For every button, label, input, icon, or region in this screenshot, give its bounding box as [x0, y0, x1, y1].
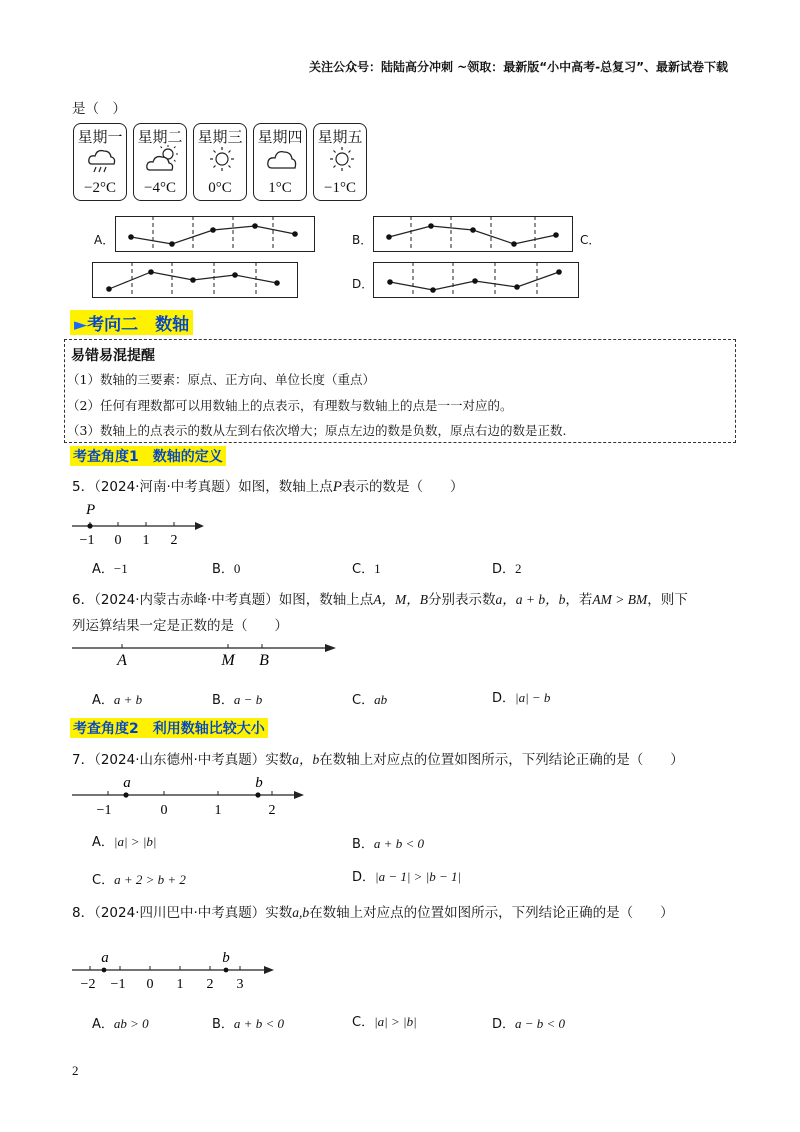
option-value: ab: [374, 692, 388, 707]
question-text-4: ，则下: [647, 592, 688, 608]
point-label-m: M: [221, 652, 235, 669]
tick-label: 1: [176, 977, 184, 992]
option-value: 0: [233, 561, 241, 576]
option-value: −1: [113, 561, 128, 576]
day-label: 星期五: [317, 128, 363, 146]
point-label-a: a: [123, 775, 131, 791]
number-line-q8: [70, 950, 280, 994]
subsection-title-1: 考查角度1 数轴的定义: [70, 446, 226, 466]
question-text-2: 表示的数是（ ）: [341, 479, 464, 495]
q6-option-c: [352, 689, 387, 708]
q8-option-a: [92, 1013, 149, 1032]
question-text: （2024·山东德州·中考真题）实数: [94, 752, 293, 768]
subsection-title-2: 考查角度2 利用数轴比较大小: [70, 718, 268, 738]
point-vars: A，M，B: [373, 592, 429, 607]
option-value: 2: [515, 561, 522, 576]
option-d-label: D．: [352, 277, 374, 291]
option-d-chart: [373, 262, 579, 298]
q5-option-a: [92, 558, 128, 577]
option-b-chart: [373, 216, 573, 252]
option-letter: A．: [92, 562, 114, 577]
sun-icon: [206, 144, 238, 176]
point-var: P: [332, 479, 342, 495]
question-number: 7．: [72, 752, 95, 768]
tick-label: 0: [114, 533, 122, 548]
option-a-chart: [115, 216, 315, 252]
question-5: [72, 475, 463, 496]
number-line-q6: [70, 640, 340, 670]
number-line-q5: [70, 500, 210, 548]
day-label: 星期一: [77, 128, 123, 146]
partly-sunny-icon: [146, 144, 180, 176]
option-letter: A．: [92, 1017, 114, 1032]
question-text-3: ，若: [565, 592, 593, 608]
option-value: ab > 0: [113, 1016, 149, 1031]
option-a-label: A．: [94, 233, 115, 247]
vars: a,b: [292, 905, 310, 920]
tick-label: −1: [79, 533, 95, 548]
point-a: [102, 968, 107, 973]
q8-option-d: [492, 1013, 565, 1032]
option-letter: A．: [92, 835, 114, 850]
temp-label: 0°C: [208, 180, 232, 196]
q5-option-c: [352, 558, 381, 577]
point-label-b: b: [222, 950, 230, 966]
option-value: a + b < 0: [373, 836, 424, 851]
q6-option-d: [492, 687, 550, 706]
note-box: [64, 339, 736, 443]
point-label-b: b: [255, 775, 263, 791]
q6-option-a: [92, 689, 142, 708]
q7-option-c: [92, 869, 186, 888]
question-text: （2024·内蒙古赤峰·中考真题）如图，数轴上点: [94, 592, 374, 608]
question-text: （2024·四川巴中·中考真题）实数: [94, 905, 293, 921]
section-title: [70, 310, 193, 335]
q6-option-b: [212, 689, 262, 708]
question-number: 5．: [72, 479, 95, 495]
question-text: （2024·河南·中考真题）如图，数轴上点: [94, 479, 333, 495]
tick-label: 1: [214, 803, 222, 818]
option-value: |a| > |b|: [113, 834, 157, 849]
point-label-b: B: [259, 652, 269, 669]
option-c-chart: [92, 262, 298, 298]
cloud-icon: [266, 144, 298, 176]
arrow-icon: ►: [74, 315, 88, 335]
temp-label: −2°C: [84, 180, 116, 196]
tick-label: −2: [80, 977, 96, 992]
q7-option-d: [352, 866, 461, 885]
note-line-1: （1）数轴的三要素：原点、正方向、单位长度（重点）: [67, 372, 375, 387]
q5-option-d: [492, 558, 522, 577]
point-a: [123, 792, 128, 797]
condition: AM > BM: [592, 592, 648, 607]
question-text-2: 在数轴上对应点的位置如图所示，下列结论正确的是（ ）: [319, 752, 684, 768]
option-value: |a| > |b|: [374, 1014, 417, 1029]
question-number: 6．: [72, 592, 95, 608]
option-letter: C．: [352, 1015, 375, 1030]
temp-label: 1°C: [268, 180, 292, 196]
option-value: a − b: [233, 692, 263, 707]
option-value: 1: [374, 561, 381, 576]
option-value: a + 2 > b + 2: [114, 872, 186, 887]
option-letter: D．: [352, 870, 376, 885]
vars: a，b: [292, 752, 320, 767]
option-b-label: B．: [352, 233, 373, 247]
temp-label: −1°C: [324, 180, 356, 196]
page-header: 关注公众号：陆陆高分冲刺 ~领取：最新版“小中高考-总复习”、最新试卷下载: [309, 60, 728, 74]
question-text-2: 在数轴上对应点的位置如图所示，下列结论正确的是（ ）: [309, 905, 674, 921]
tick-label: 0: [160, 803, 168, 818]
sun-icon: [326, 144, 358, 176]
option-letter: C．: [352, 693, 375, 708]
day-label: 星期三: [197, 128, 243, 146]
section-title-text: 考向二 数轴: [87, 315, 190, 335]
point-label-a: a: [101, 950, 109, 966]
question-number: 8．: [72, 905, 95, 921]
question-8: [72, 901, 674, 921]
option-letter: C．: [92, 873, 115, 888]
option-value: a + b < 0: [233, 1016, 284, 1031]
point-label-p: P: [86, 502, 96, 518]
q7-option-a: [92, 831, 156, 850]
point-b: [224, 968, 229, 973]
option-letter: B．: [212, 693, 234, 708]
weather-card-wed: [193, 123, 247, 201]
tick-label: 3: [236, 977, 244, 992]
question-text-2: 分别表示数: [428, 592, 496, 608]
option-letter: D．: [492, 562, 516, 577]
tick-label: 0: [146, 977, 154, 992]
option-value: |a| − b: [515, 690, 551, 705]
point-p: [87, 523, 92, 528]
note-line-3: （3）数轴上的点表示的数从左到右依次增大；原点左边的数是负数，原点右边的数是正数.: [67, 423, 567, 438]
option-letter: B．: [212, 562, 234, 577]
tick-label: 2: [170, 533, 178, 548]
weather-card-thu: [253, 123, 307, 201]
option-letter: B．: [352, 837, 374, 852]
weather-card-fri: [313, 123, 367, 201]
option-c-label: C．: [580, 233, 601, 247]
q8-option-c: [352, 1011, 417, 1030]
rain-cloud-icon: [86, 144, 118, 176]
option-value: |a − 1| > |b − 1|: [375, 869, 462, 884]
option-letter: C．: [352, 562, 375, 577]
option-letter: B．: [212, 1017, 234, 1032]
q8-option-b: [212, 1013, 284, 1032]
tick-label: −1: [110, 977, 126, 992]
question-7: [72, 748, 684, 768]
point-label-a: A: [117, 652, 127, 669]
day-label: 星期二: [137, 128, 183, 146]
weather-card-mon: [73, 123, 127, 201]
question-tail: 是（ ）: [72, 101, 126, 117]
question-6-line-2: 列运算结果一定是正数的是（ ）: [72, 618, 288, 634]
tick-label: −1: [96, 803, 112, 818]
values: a，a + b，b: [495, 592, 566, 607]
q7-option-b: [352, 833, 424, 852]
tick-label: 2: [206, 977, 214, 992]
option-letter: D．: [492, 1017, 516, 1032]
day-label: 星期四: [257, 128, 303, 146]
page-number: 2: [72, 1063, 79, 1078]
point-b: [255, 792, 260, 797]
tick-label: 1: [142, 533, 150, 548]
note-title: 易错易混提醒: [71, 348, 155, 364]
weather-card-tue: [133, 123, 187, 201]
option-letter: A．: [92, 693, 114, 708]
number-line-q7: [70, 773, 310, 819]
option-value: a − b < 0: [515, 1016, 566, 1031]
option-letter: D．: [492, 691, 516, 706]
temp-label: −4°C: [144, 180, 176, 196]
option-value: a + b: [113, 692, 143, 707]
tick-label: 2: [268, 803, 276, 818]
question-6: [72, 588, 688, 608]
q5-option-b: [212, 558, 240, 577]
note-line-2: （2）任何有理数都可以用数轴上的点表示，有理数与数轴上的点是一一对应的。: [67, 398, 513, 413]
